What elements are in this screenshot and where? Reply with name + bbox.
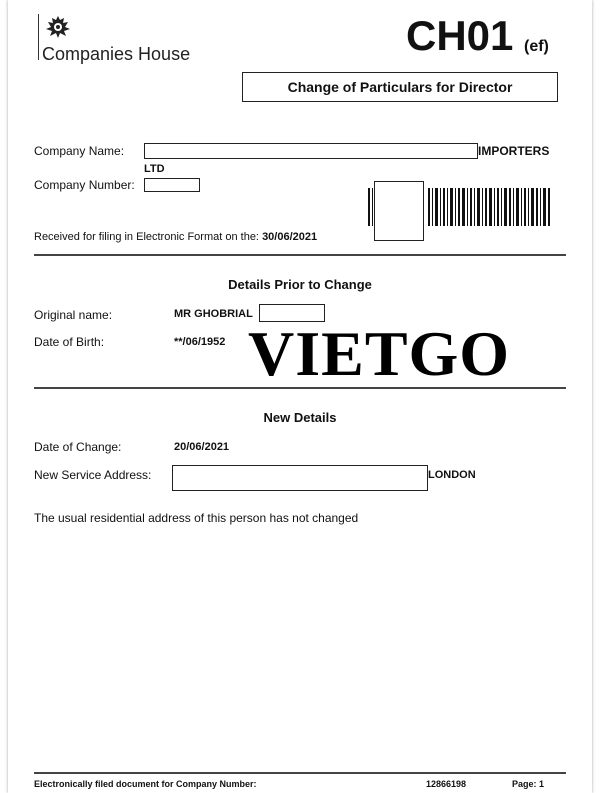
received-line: [34, 231, 317, 243]
dob-value: **/06/1952: [174, 336, 226, 348]
company-number-redaction: [144, 178, 200, 192]
new-address-redaction: [172, 465, 428, 491]
date-of-change-label: Date of Change:: [34, 440, 122, 454]
footer-company-number: 12866198: [426, 779, 467, 789]
company-name-label: Company Name:: [34, 144, 125, 158]
form-code: CH01: [406, 12, 514, 59]
document-page: [8, 0, 592, 793]
received-label: Received for filing in Electronic Format on the:: [34, 231, 259, 243]
date-of-change-value: 20/06/2021: [174, 441, 230, 453]
new-address-city: LONDON: [428, 469, 476, 481]
original-name-label: Original name:: [34, 308, 113, 322]
section-divider-2: [34, 387, 566, 389]
company-name-suffix: IMPORTERS: [478, 144, 550, 158]
dob-label: Date of Birth:: [34, 335, 105, 349]
barcode-redaction: [374, 181, 424, 241]
royal-crest-icon: [42, 14, 74, 40]
footer-divider: [34, 772, 566, 774]
footer-page-number: Page: 1: [512, 779, 545, 789]
new-details-heading: New Details: [263, 410, 337, 425]
org-name: Companies House: [42, 44, 191, 64]
residential-address-note: The usual residential address of this person has not changed: [34, 511, 359, 525]
form-title-box: [242, 72, 558, 102]
prior-heading: Details Prior to Change: [228, 277, 372, 292]
footer-filed-label: Electronically filed document for Company Number:: [34, 779, 257, 789]
section-divider-1: [34, 254, 566, 256]
company-number-label: Company Number:: [34, 178, 135, 192]
received-date: 30/06/2021: [262, 231, 318, 243]
form-suffix: (ef): [524, 38, 549, 55]
company-name-suffix2: LTD: [144, 163, 165, 175]
new-address-label: New Service Address:: [34, 468, 152, 482]
original-name-value: MR GHOBRIAL: [174, 308, 253, 320]
watermark-text: VIETGO: [248, 318, 511, 389]
form-title: Change of Particulars for Director: [287, 79, 513, 95]
company-name-redaction: [144, 143, 478, 159]
logo-divider: [38, 14, 39, 60]
